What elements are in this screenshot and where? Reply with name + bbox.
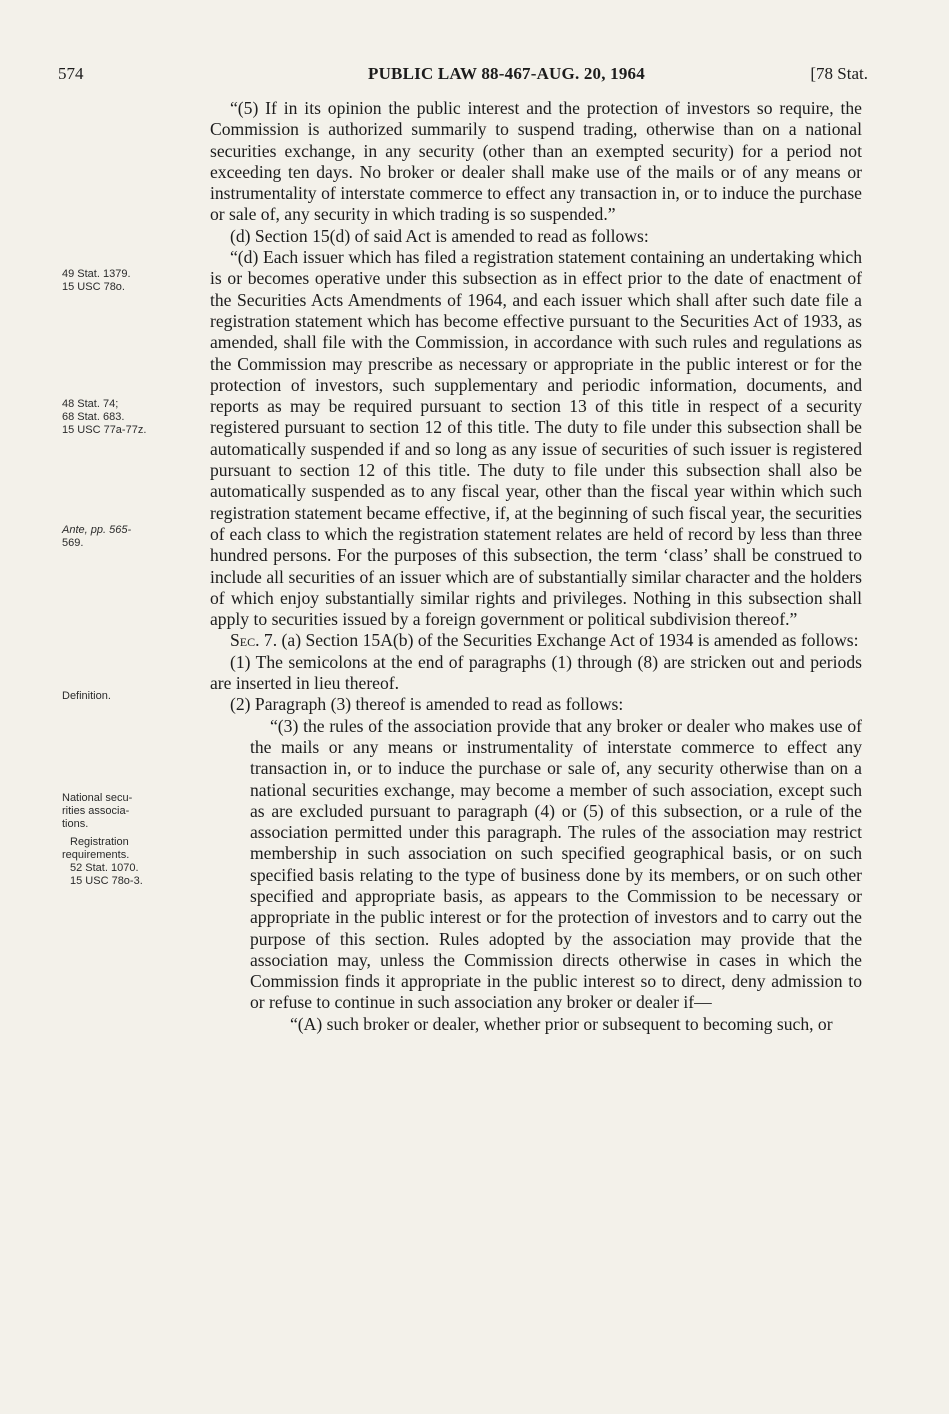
item-1: (1) The semicolons at the end of paragraphs (1) through (8) are stricken out and periods are inserted in lieu thereof. — [210, 651, 862, 694]
page-number: 574 — [58, 64, 84, 83]
paragraph-d-intro: (d) Section 15(d) of said Act is amended to read as follows: — [230, 225, 649, 246]
stat-volume: [78 Stat. — [810, 64, 868, 83]
margin-note-citation-2: 48 Stat. 74; 68 Stat. 683. 15 USC 77a-77z. — [62, 398, 147, 436]
page-title: PUBLIC LAW 88-467-AUG. 20, 1964 — [368, 64, 645, 83]
section-7-intro: Sec. 7. (a) Section 15A(b) of the Securities Exchange Act of 1934 is amended as follows: — [230, 630, 859, 651]
margin-notes — [0, 0, 200, 1414]
section-label: Sec. 7. — [230, 630, 278, 651]
subparagraph-a: “(A) such broker or dealer, whether prior or subsequent to becoming such, or — [290, 1013, 833, 1034]
margin-note-definition: Definition. — [62, 690, 111, 702]
margin-note-citation-1: 49 Stat. 1379. 15 USC 78o. — [62, 268, 131, 293]
margin-note-registration: Registration requirements. 52 Stat. 1070. 15 USC 78o-3. — [62, 836, 143, 887]
paragraph-3-text: “(3) the rules of the association provide that any broker or dealer who makes use of the mails or any means or instrumentality of interstate commerce to effect any transaction in, or to induce the purchase or sale of, any security otherwise than on a national securities exchange, may become a member of such association, except such as are excluded pursuant to paragraph (4) or (5) of this subsection, or a rule of the association permitted under this paragraph. The rules of the association may restrict membership in such association on such specified geographical basis, or on such specified basis relating to the type of business done by its members, or on such other specified and appropriate basis, as appears to the Commission to be necessary or appropriate in the public interest or for the protection of investors and to carry out the purpose of this section. Rules adopted by the association may provide that the association may, unless the Commission directs otherwise in cases in which the Commission finds it appropriate in the public interest so to direct, deny admission to or refuse to continue in such association any broker or dealer if— — [250, 715, 862, 1013]
body-text — [210, 98, 862, 1035]
item-2: (2) Paragraph (3) thereof is amended to read as follows: — [230, 694, 624, 715]
paragraph-d-text: “(d) Each issuer which has filed a registration statement containing an undertaking which is or becomes operative under this subsection as in effect prior to the date of enactment of the Securities Acts Amendments of 1964, and each issuer which shall after such date file a registration statement which has become effective pursuant to the Securities Act of 1933, as amended, shall file with the Commission, in accordance with such rules and regulations as the Commission may prescribe as necessary or appropriate in the public interest or for the protection of investors, such supplementary and periodic information, documents, and reports as may be required pursuant to section 13 of this title in respect of a security registered pursuant to section 12 of this title. The duty to file under this subsection shall be automatically suspended if and so long as any issue of securities of such issuer is registered pursuant to section 12 of this title. The duty to file under this subsection shall also be automatically suspended as to any fiscal year, other than the fiscal year within which such registration statement became effective, if, at the beginning of such fiscal year, the securities of each class to which the registration statement relates are held of record by less than three hundred persons. For the purposes of this subsection, the term ‘class’ shall be construed to include all securities of an issuer which are of substantially similar character and the holders of which enjoy substantially similar rights and privileges. Nothing in this subsection shall apply to securities issued by a foreign government or political subdivision thereof.” — [210, 247, 862, 630]
paragraph-5-suspend-trading: “(5) If in its opinion the public interest and the protection of investors so require, the Commission is authorized summarily to suspend trading, otherwise than on a national securities exchange, in any security (other than an exempted security) for a period not exceeding ten days. No broker or dealer shall make use of the mails or of any means or instrumentality of interstate commerce to effect any transaction in, or to induce the purchase or sale of, any security in which trading is so suspended.” — [210, 98, 862, 225]
margin-note-ante: Ante, pp. 565- 569. — [62, 524, 132, 549]
margin-note-securities-associations: National secu- rities associa- tions. — [62, 792, 133, 830]
